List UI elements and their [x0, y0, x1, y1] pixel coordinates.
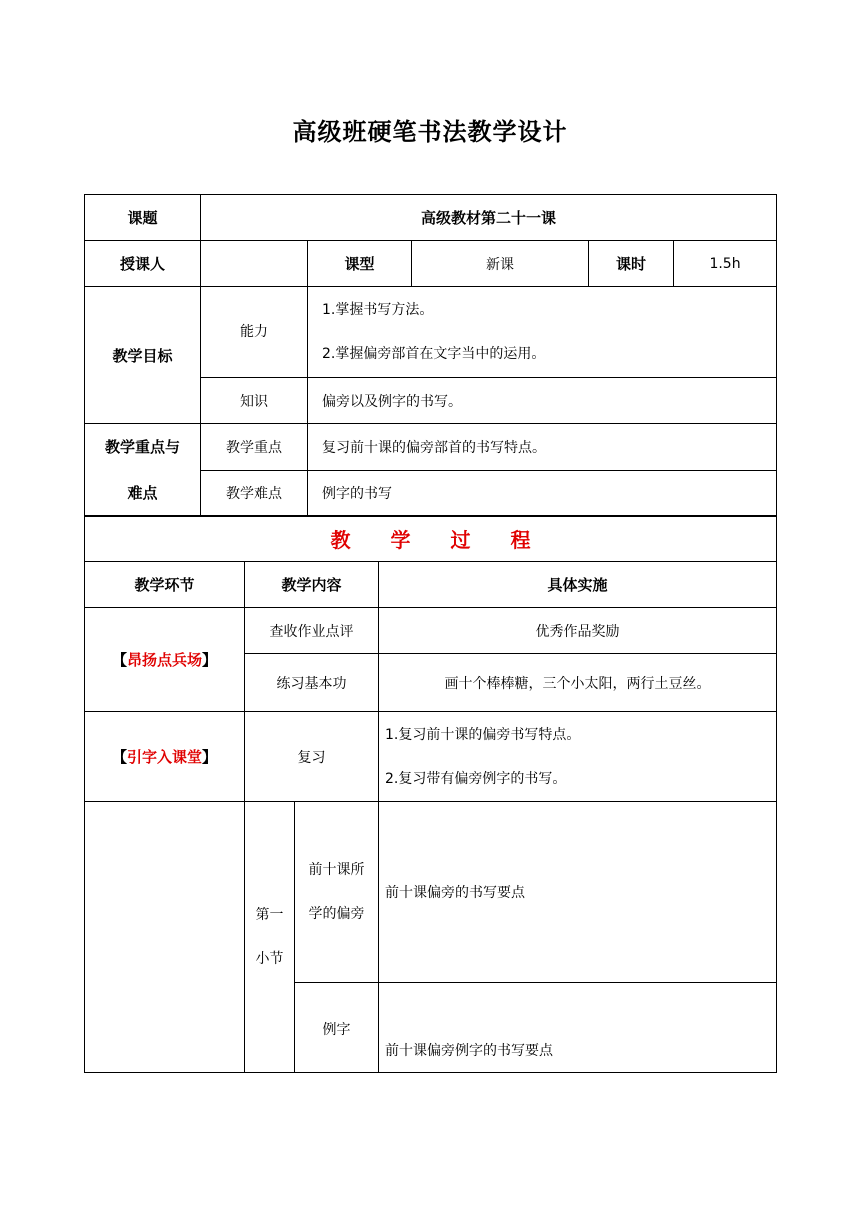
stage-bracket-open: 【	[111, 651, 127, 669]
stage-bracket-open: 【	[111, 748, 127, 766]
stage1-content: 查收作业点评	[245, 608, 379, 654]
stage3-content: 例字	[295, 983, 379, 1073]
ability-label: 能力	[201, 287, 308, 378]
column-header-stage: 教学环节	[85, 562, 245, 608]
stage-name-1	[85, 608, 245, 712]
process-heading-char: 学	[390, 528, 411, 552]
stage2-impl-item: 2.复习带有偏旁例字的书写。	[385, 770, 567, 787]
knowledge-value: 偏旁以及例字的书写。	[308, 378, 777, 424]
teacher-label: 授课人	[85, 241, 201, 287]
stage1-implementation: 优秀作品奖励	[379, 608, 777, 654]
ability-item: 1.掌握书写方法。	[322, 302, 434, 318]
difficult-point-value: 例字的书写	[308, 470, 777, 517]
ability-items	[308, 287, 777, 378]
focus-label-line1: 教学重点与	[104, 438, 180, 456]
topic-label: 课题	[85, 195, 201, 241]
duration-value: 1.5h	[674, 241, 777, 287]
stage-bracket-close: 】	[202, 748, 218, 766]
stage-title-2: 引字入课堂	[126, 748, 202, 766]
stage3-content-line1: 前十课所	[308, 862, 365, 878]
process-heading	[85, 516, 777, 562]
process-heading-char: 教	[330, 528, 351, 552]
focus-label-line2: 难点	[127, 484, 158, 502]
stage1-implementation: 画十个棒棒糖，三个小太阳，两行土豆丝。	[379, 654, 777, 712]
knowledge-label: 知识	[201, 378, 308, 424]
objectives-label: 教学目标	[85, 287, 201, 424]
difficult-point-label: 教学难点	[201, 470, 308, 517]
column-header-content: 教学内容	[245, 562, 379, 608]
teaching-process-table	[84, 515, 777, 1073]
stage-name-3	[85, 802, 245, 1073]
lesson-info-table	[84, 194, 777, 517]
stage-name-2	[85, 712, 245, 802]
stage2-content: 复习	[245, 712, 379, 802]
stage2-impl-item: 1.复习前十课的偏旁书写特点。	[385, 726, 581, 743]
key-point-label: 教学重点	[201, 424, 308, 471]
process-heading-char: 过	[450, 528, 471, 552]
teacher-value	[201, 241, 308, 287]
duration-label: 课时	[589, 241, 674, 287]
stage-title-1: 昂扬点兵场	[126, 651, 202, 669]
focus-label	[85, 424, 201, 517]
lesson-type-label: 课型	[308, 241, 412, 287]
stage3-content-line2: 学的偏旁	[308, 906, 365, 922]
ability-item: 2.掌握偏旁部首在文字当中的运用。	[322, 346, 546, 362]
column-header-implementation: 具体实施	[379, 562, 777, 608]
stage-bracket-close: 】	[202, 651, 218, 669]
stage3-implementation: 前十课偏旁例字的书写要点	[379, 983, 777, 1073]
stage1-content: 练习基本功	[245, 654, 379, 712]
section-label-line1: 第一	[255, 907, 284, 923]
section-label-line2: 小节	[255, 951, 284, 967]
section-label	[245, 802, 295, 1073]
stage3-implementation: 前十课偏旁的书写要点	[379, 802, 777, 983]
topic-value: 高级教材第二十一课	[201, 195, 777, 241]
key-point-value: 复习前十课的偏旁部首的书写特点。	[308, 424, 777, 471]
process-heading-char: 程	[510, 528, 531, 552]
document-title: 高级班硬笔书法教学设计	[292, 118, 568, 146]
stage3-content	[295, 802, 379, 983]
stage2-implementation	[379, 712, 777, 802]
lesson-type-value: 新课	[412, 241, 589, 287]
